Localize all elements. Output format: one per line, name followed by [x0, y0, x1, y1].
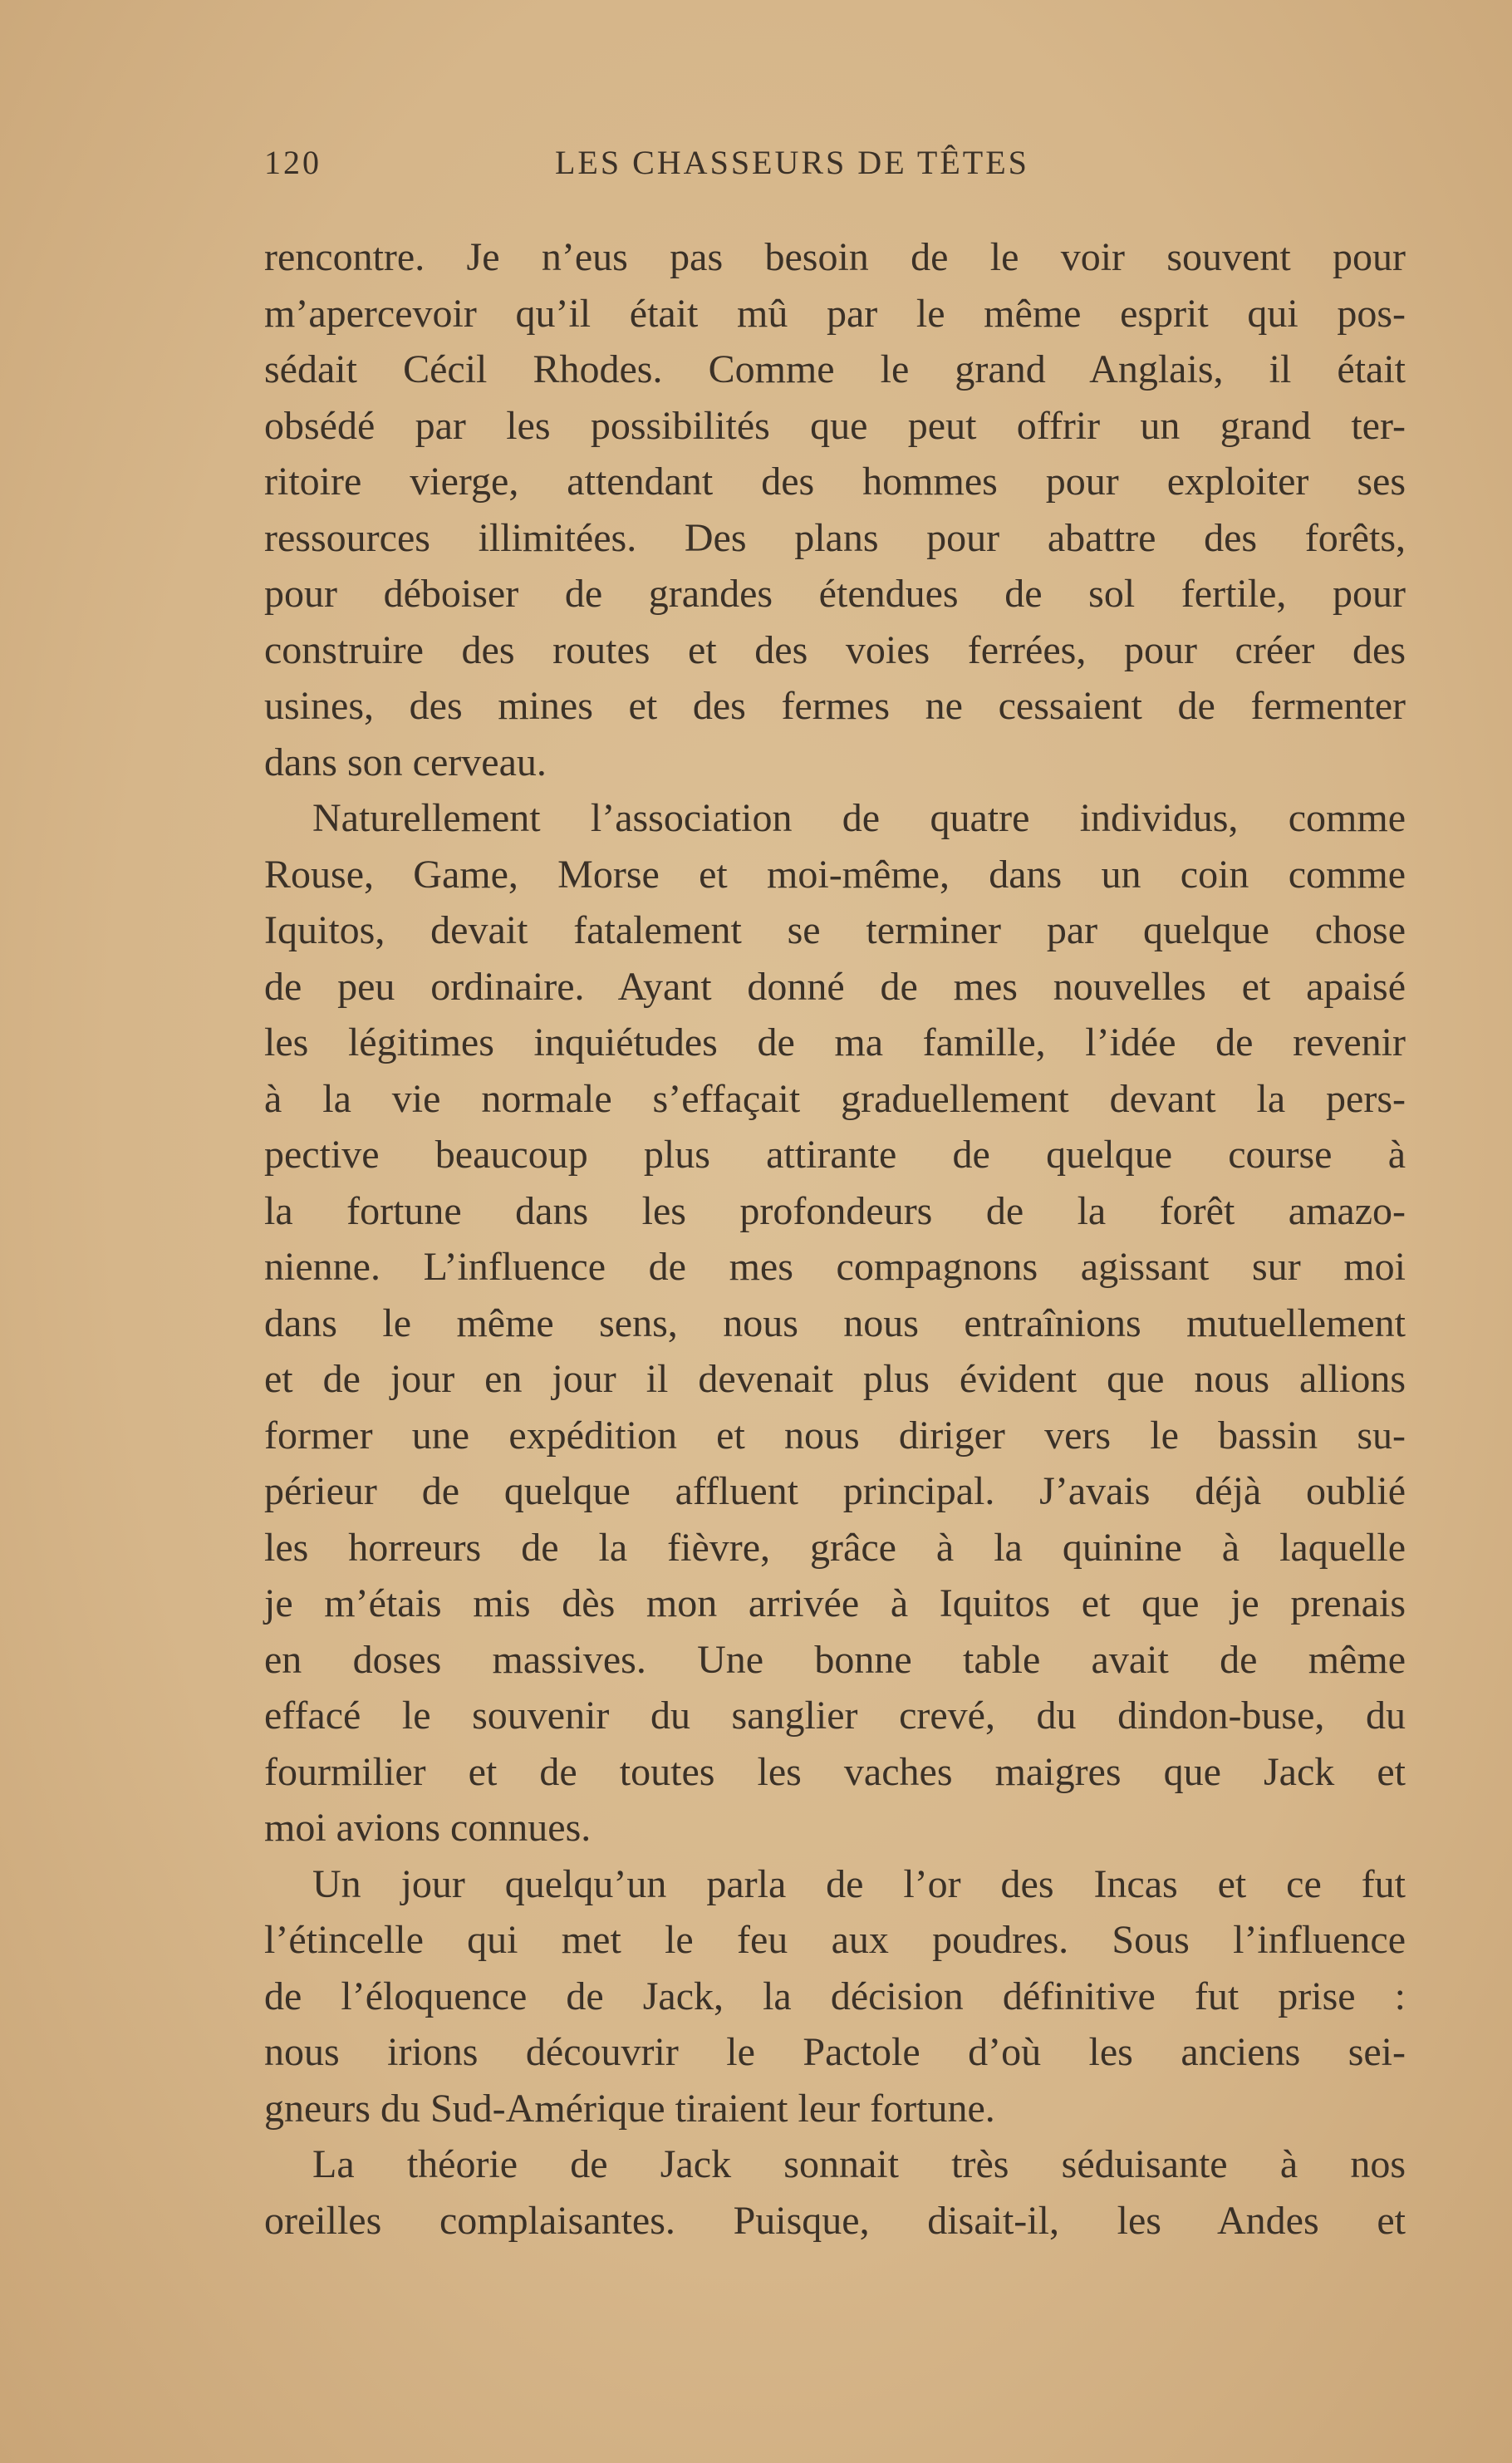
- text-line: rencontre. Je n’eus pas besoin de le voir souvent pour: [264, 235, 1406, 279]
- text-line: et de jour en jour il devenait plus évident que nous allions: [264, 1357, 1406, 1401]
- text-line: gneurs du Sud-Amérique tiraient leur fortune.: [264, 2086, 995, 2131]
- text-line: Un jour quelqu’un parla de l’or des Incas et ce fut: [312, 1861, 1406, 1906]
- text-line: effacé le souvenir du sanglier crevé, du dindon-buse, du: [264, 1694, 1406, 1738]
- text-line: à la vie normale s’effaçait graduellement devant la pers-: [264, 1076, 1406, 1121]
- text-line: la fortune dans les profondeurs de la forêt amazo-: [264, 1188, 1406, 1233]
- text-line: nienne. L’influence de mes compagnons agissant sur moi: [264, 1245, 1406, 1289]
- text-line: de peu ordinaire. Ayant donné de mes nouvelles et apaisé: [264, 964, 1406, 1009]
- text-line: Naturellement l’association de quatre individus, comme: [312, 796, 1406, 840]
- text-line: sédait Cécil Rhodes. Comme le grand Anglais, il était: [264, 347, 1406, 391]
- text-line: nous irions découvrir le Pactole d’où les anciens sei-: [264, 2030, 1406, 2074]
- text-line: fourmilier et de toutes les vaches maigres que Jack et: [264, 1749, 1406, 1794]
- text-line: usines, des mines et des fermes ne cessaient de fermenter: [264, 684, 1406, 728]
- page-number: 120: [264, 144, 322, 181]
- text-line: dans son cerveau.: [264, 740, 547, 784]
- running-title: LES CHASSEURS DE TÊTES: [555, 144, 1029, 181]
- text-line: ritoire vierge, attendant des hommes pour exploiter ses: [264, 460, 1406, 504]
- text-line: m’apercevoir qu’il était mû par le même esprit qui pos-: [264, 291, 1406, 336]
- text-line: pour déboiser de grandes étendues de sol fertile, pour: [264, 572, 1406, 616]
- text-line: périeur de quelque affluent principal. J’avais déjà oublié: [264, 1469, 1406, 1513]
- text-line: former une expédition et nous diriger vers le bassin su-: [264, 1413, 1406, 1458]
- text-line: je m’étais mis dès mon arrivée à Iquitos et que je prenais: [264, 1581, 1406, 1625]
- text-line: de l’éloquence de Jack, la décision définitive fut prise :: [264, 1974, 1406, 2018]
- text-line: ressources illimitées. Des plans pour abattre des forêts,: [264, 515, 1406, 560]
- text-line: dans le même sens, nous nous entraînions mutuellement: [264, 1300, 1406, 1345]
- text-line: l’étincelle qui met le feu aux poudres. Sous l’influence: [264, 1918, 1406, 1962]
- text-line: construire des routes et des voies ferrées, pour créer des: [264, 627, 1406, 672]
- text-line: Iquitos, devait fatalement se terminer par quelque chose: [264, 908, 1406, 952]
- text-line: obsédé par les possibilités que peut offrir un grand ter-: [264, 403, 1406, 448]
- text-line: pective beaucoup plus attirante de quelque course à: [264, 1133, 1406, 1177]
- text-line: en doses massives. Une bonne table avait de même: [264, 1637, 1406, 1682]
- text-line: Rouse, Game, Morse et moi-même, dans un coin comme: [264, 852, 1406, 897]
- page-header: [264, 143, 1406, 193]
- text-line: les horreurs de la fièvre, grâce à la quinine à laquelle: [264, 1525, 1406, 1570]
- text-line: oreilles complaisantes. Puisque, disait-il, les Andes et: [264, 2198, 1406, 2243]
- text-line: moi avions connues.: [264, 1806, 592, 1850]
- text-line: La théorie de Jack sonnait très séduisante à nos: [312, 2142, 1406, 2186]
- body-text: [264, 229, 1406, 2249]
- text-line: les légitimes inquiétudes de ma famille, l’idée de revenir: [264, 1020, 1406, 1064]
